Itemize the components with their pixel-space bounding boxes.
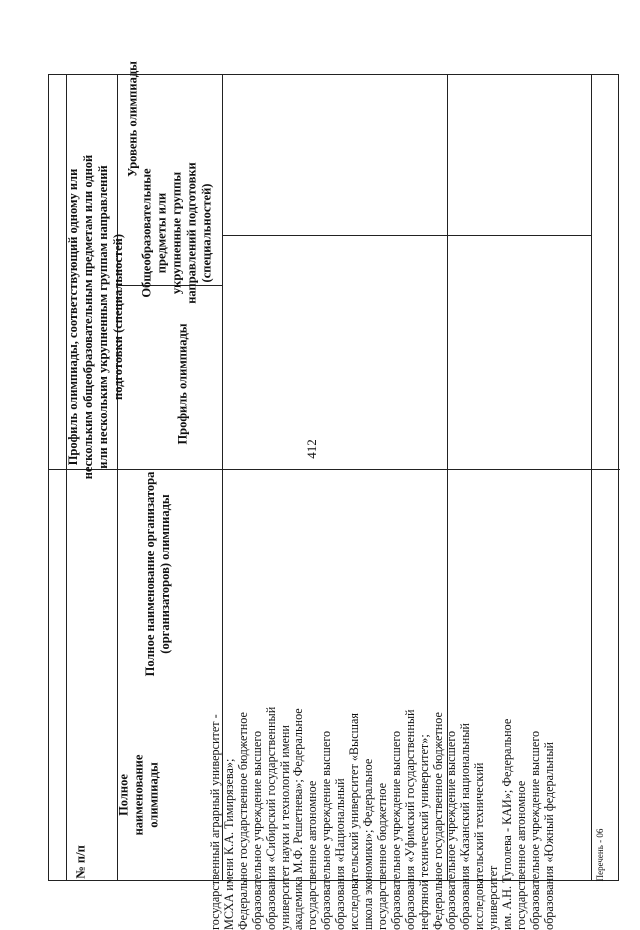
organizer-line: образования «Казанский национальный: [458, 723, 473, 930]
subheader-divider: [222, 235, 447, 236]
organizer-line: образования «Национальный: [333, 778, 348, 930]
header-level: Уровень олимпиады: [125, 61, 140, 177]
organizer-line: Федеральное государственное бюджетное: [430, 712, 445, 930]
organizer-line: университет науки и технологий имени: [277, 725, 292, 930]
organizer-line: образовательное учреждение высшего: [528, 730, 543, 930]
organizer-line: школа экономики»; Федеральное: [361, 758, 376, 930]
footer-note: Перечень - 06: [595, 828, 605, 882]
organizer-cell: [209, 310, 557, 930]
organizer-line: образования «Южный федеральный: [541, 741, 556, 930]
organizer-line: образовательное учреждение высшего: [249, 730, 264, 930]
organizer-line: государственное бюджетное: [375, 783, 390, 930]
organizer-line: университет: [486, 865, 501, 930]
header-organizer-name: Полное наименование организатора (организаторов) олимпиады: [143, 471, 172, 677]
organizer-line: Федеральное государственное бюджетное: [235, 712, 250, 930]
header-subjects: Общеобразовательные предметы или укрупненные группы направлений подготовки (специальностей): [139, 162, 214, 304]
header-profile-group: Профиль олимпиады, соответствующий одному или нескольким общеобразовательным предметам или одной или нескольким укрупненным группам направлений подготовки (специальностей): [66, 154, 125, 480]
organizer-line: академика М.Ф. Решетнева»; Федеральное: [291, 708, 306, 930]
organizer-line: государственное автономное: [514, 780, 529, 930]
organizer-line: исследовательский университет «Высшая: [347, 712, 362, 930]
organizer-line: исследовательский технический: [472, 762, 487, 930]
organizer-line: государственное автономное: [305, 780, 320, 930]
organizer-line: образовательное учреждение высшего: [319, 730, 334, 930]
organizer-line: образовательное учреждение высшего: [444, 730, 459, 930]
header-olympiad-name: Полное наименование олимпиады: [116, 754, 161, 836]
header-num: № п/п: [73, 845, 88, 879]
organizer-line: образовательное учреждение высшего: [388, 730, 403, 930]
organizer-line: им. А.Н. Туполева - КАИ»; Федеральное: [500, 718, 515, 930]
page-number: 412: [303, 439, 319, 459]
organizer-line: государственный аграрный университет -: [208, 714, 223, 930]
organizer-line: МСХА имени К.А. Тимирязева»;: [222, 758, 237, 930]
column-divider: [591, 75, 592, 880]
organizer-line: нефтяной технический университет»;: [416, 734, 431, 930]
profile-divider: [447, 235, 591, 236]
header-profile: Профиль олимпиады: [175, 323, 190, 445]
organizer-line: образования «Уфимский государственный: [402, 709, 417, 930]
organizer-line: образования «Сибирский государственный: [263, 706, 278, 930]
